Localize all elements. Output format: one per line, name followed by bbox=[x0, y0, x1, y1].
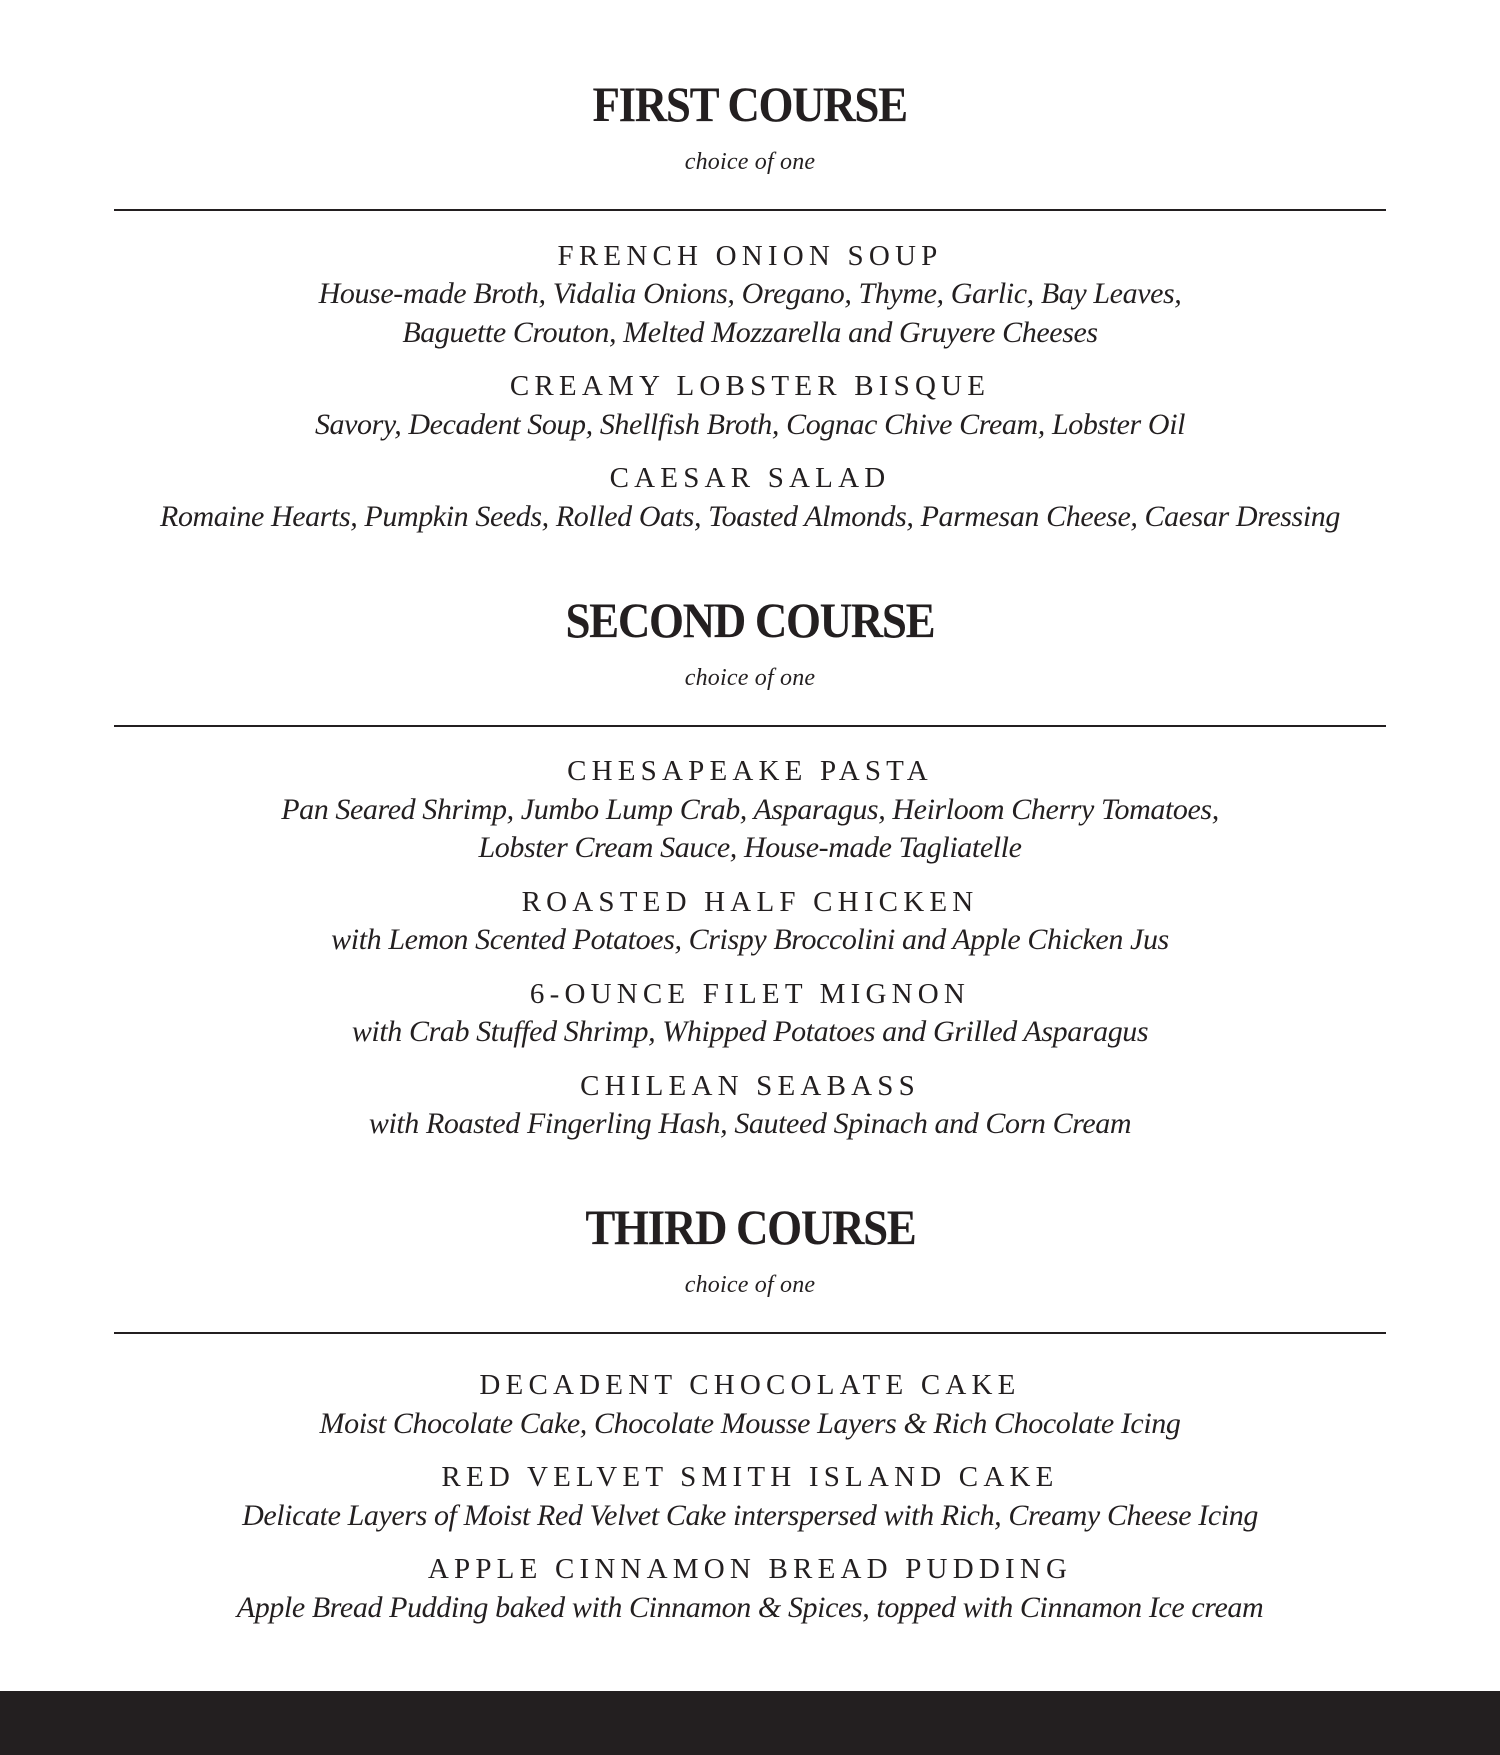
menu-item bbox=[0, 460, 1500, 536]
menu-item-name: FRENCH ONION SOUP bbox=[557, 239, 943, 272]
menu-item bbox=[0, 1459, 1500, 1535]
menu-item-name: 6-OUNCE FILET MIGNON bbox=[529, 977, 971, 1010]
course-title bbox=[0, 590, 1500, 650]
menu-item-description-line: House-made Broth, Vidalia Onions, Oregano, Thyme, Garlic, Bay Leaves, bbox=[318, 277, 1182, 310]
course-second bbox=[0, 590, 1500, 1144]
menu-item-description bbox=[0, 1105, 1500, 1144]
menu-item-description-line: Delicate Layers of Moist Red Velvet Cake interspersed with Rich, Creamy Cheese Icing bbox=[242, 1498, 1258, 1532]
course-title bbox=[0, 74, 1500, 134]
course-note: choice of one bbox=[684, 664, 816, 691]
menu bbox=[0, 74, 1500, 1627]
menu-item bbox=[0, 976, 1500, 1052]
menu-item-name: DECADENT CHOCOLATE CAKE bbox=[479, 1369, 1021, 1401]
menu-item-description-line: with Roasted Fingerling Hash, Sauteed Spinach and Corn Cream bbox=[368, 1107, 1132, 1140]
course-note: choice of one bbox=[684, 149, 816, 175]
course-note: choice of one bbox=[684, 1272, 816, 1298]
menu-item-description-line: Lobster Cream Sauce, House-made Tagliatelle bbox=[478, 831, 1022, 864]
course-title bbox=[0, 1197, 1500, 1257]
divider-rule bbox=[114, 725, 1386, 727]
menu-item-name: ROASTED HALF CHICKEN bbox=[521, 885, 979, 918]
menu-item bbox=[0, 1551, 1500, 1627]
course-title-text: THIRD COURSE bbox=[584, 1199, 916, 1255]
menu-item-name: CHILEAN SEABASS bbox=[580, 1069, 920, 1102]
menu-item-description bbox=[0, 1013, 1500, 1052]
menu-item-description-line: Baguette Crouton, Melted Mozzarella and Gruyere Cheeses bbox=[402, 315, 1098, 349]
menu-item-description bbox=[0, 275, 1500, 352]
menu-item-list bbox=[0, 238, 1500, 537]
menu-item-description-line: Pan Seared Shrimp, Jumbo Lump Crab, Asparagus, Heirloom Cherry Tomatoes, bbox=[281, 792, 1219, 826]
menu-item-description bbox=[0, 1405, 1500, 1444]
menu-item-description bbox=[0, 791, 1500, 868]
course-title-text: FIRST COURSE bbox=[592, 76, 908, 132]
course-third bbox=[0, 1197, 1500, 1627]
course-first bbox=[0, 74, 1500, 536]
menu-item-description bbox=[0, 406, 1500, 445]
divider-rule bbox=[114, 1332, 1386, 1334]
menu-item bbox=[0, 884, 1500, 960]
menu-item bbox=[0, 1068, 1500, 1144]
menu-item bbox=[0, 1367, 1500, 1443]
menu-item-list bbox=[0, 753, 1500, 1144]
menu-item-name: CHESAPEAKE PASTA bbox=[567, 755, 933, 787]
menu-item-description-line: Romaine Hearts, Pumpkin Seeds, Rolled Oats, Toasted Almonds, Parmesan Cheese, Caesar Dressing bbox=[160, 499, 1340, 533]
menu-item-description-line: Apple Bread Pudding baked with Cinnamon & Spices, topped with Cinnamon Ice cream bbox=[236, 1590, 1264, 1624]
menu-item-description-line: Savory, Decadent Soup, Shellfish Broth, Cognac Chive Cream, Lobster Oil bbox=[314, 407, 1186, 441]
menu-item-description-line: with Crab Stuffed Shrimp, Whipped Potatoes and Grilled Asparagus bbox=[351, 1015, 1149, 1048]
menu-item-description bbox=[0, 1497, 1500, 1536]
menu-item-name: CREAMY LOBSTER BISQUE bbox=[509, 370, 991, 402]
menu-item-name: RED VELVET SMITH ISLAND CAKE bbox=[441, 1461, 1059, 1493]
menu-item-name: APPLE CINNAMON BREAD PUDDING bbox=[427, 1553, 1073, 1585]
menu-item-description bbox=[0, 921, 1500, 960]
menu-item bbox=[0, 753, 1500, 868]
menu-item-list bbox=[0, 1367, 1500, 1627]
course-title-text: SECOND COURSE bbox=[565, 591, 935, 648]
footer-band bbox=[0, 1691, 1500, 1755]
menu-item-name: CAESAR SALAD bbox=[609, 462, 891, 494]
menu-item-description bbox=[0, 1589, 1500, 1628]
menu-item-description bbox=[0, 498, 1500, 537]
menu-item-description-line: with Lemon Scented Potatoes, Crispy Broccolini and Apple Chicken Jus bbox=[331, 923, 1169, 956]
divider-rule bbox=[114, 209, 1386, 211]
menu-item bbox=[0, 368, 1500, 444]
menu-item bbox=[0, 238, 1500, 353]
menu-item-description-line: Moist Chocolate Cake, Chocolate Mousse Layers & Rich Chocolate Icing bbox=[319, 1406, 1181, 1440]
